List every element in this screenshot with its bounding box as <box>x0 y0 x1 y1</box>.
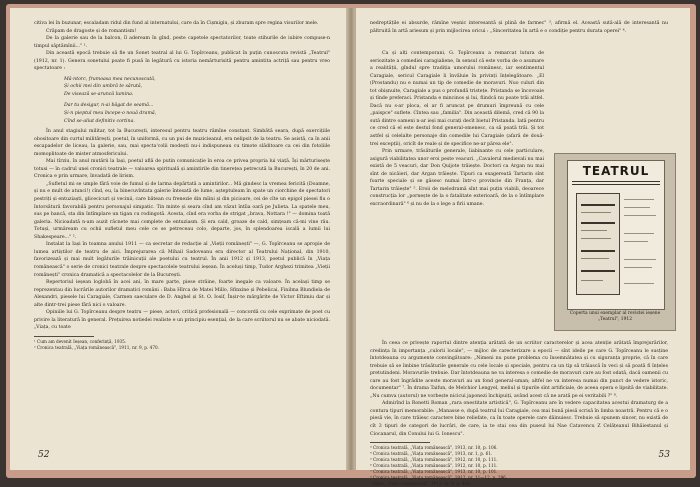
paragraph: „Sufletul mi se umple fără voie de fumul și de larma depărtată a amintirilor... Mă gindesc la vremea fericită (Doamne, și nu e mult de atunci!) cînd, eu, la binecuvîntata galerie întesată de lume, așteptuleam în spate un ciorchine de spectatori pestriți și entuziaști, glicecicuri și vecinii, care bătean cu frenezie din mîini și din picioare, cei de cîte un epigol piesei fiu o întorsătură favorabilă pentru personajul simpatic. Tin minte și seara cînd am văzut întîia oară pe Julieta. La spatele meu, sus pe bancă, sta din întîmplare un tigan cu rodingotă. Acesta, cînd era vorba de strigat „brava, Nottara !" — domina toată galeria. Nicioadată n-am auzit răcnete mai complete de entuziasm. Și era cald, groaze de cald, simțeam că-mi vine rău. Totuși, urmăream cu ochii sufletul meu cele ce se petreceau colo, departe, jos, în splendoarea iscală a lumii lui Shakespeare..." ². <box>34 181 330 240</box>
cover-line <box>581 238 611 239</box>
paragraph: Repertoriul ieșean loglobă în acei ani, în mare parte, piese străine, foarte inegale ca valoare. În același timp se reprezentau din lucrările autorilor dramatici români : Baba Hîrca de Matei Millo, Sfinxine și Pebelicai, Finilma Blundiela de Alexandri, piesele lui Caragiale, Carmen saeculare de D. Anghel și St. O. Iosif, Înșir-te mărgărite de Victor Eftimiu dar și alte dintr-trei piese fără nici o valoare. <box>34 280 330 308</box>
journal-cover-figure <box>554 153 676 331</box>
page-number: 52 <box>38 450 50 460</box>
poem-line: Cînd se-aliut definitiv cortina. <box>64 118 135 124</box>
paragraph: nedreptățile ei absurde, rămîne veșnic interesantă și plină de farmec" ³, afirmă el. Această sută-ală de interesantă nu păltruită în artă ariesum și prin mijlocirea oricui : „Sinceritatea în artă e o condiție pentru durata operei" ⁴. <box>370 21 668 34</box>
paragraph: Ca și alți contemporani, G. Topîrceanu a remarcat lutura de seriozitate a comediei caragialiene, în sensul că este vorba de o asumare a realității, gîndul spre tradiția umorului românesc, iar sentimentul Caragiale, sericul Caragiale li învăluie în privinți înțelegătoare. „El (Prostandu) nu e numai un tip de comedie de moravuri. Nuo culuri din tot obișnuite, Caragiale a pus o profundă tristețe. Pristanda se încovoaie și tînde preferaci. Pristanda e mincinos și lui, fiindcă nu poate trăi altfel. Dacă nu s-ar ploca, el ar fi aruncat pe drumuri împreună cu cele „paispce" suflete. Cîntea sau „familia". Din această dilemă, cred că 90 la sută dintre oameni n-ar ieși mai curați decît bietul Pristanda. Iată pentru ce cred că el este destul fond general-omenesc, ca să poată trăi. Și tot astfel și celelalte personaje din comedile lui Caragiale (afară de două-trei excepții), oricît de reale și de specifice ne-ar părea ele". <box>370 51 544 147</box>
footnote: ⁷ Cronica teatrală, „Viața românească", 1913, nr. 10, p. 101. <box>370 469 498 475</box>
cover-line <box>624 283 654 284</box>
cover-line <box>624 259 656 260</box>
footnote: ⁵ Cronica teatrală, „Viața românească", 1912, nr. 10, p. 111. <box>370 457 498 463</box>
cover-line <box>581 212 611 213</box>
footnote: ⁶ Cronica teatrală, „Viața românească", 1912, nr. 10, p. 111. <box>370 463 498 469</box>
cover-line <box>624 199 654 200</box>
open-book <box>6 4 696 487</box>
left-page <box>10 8 348 470</box>
page-number: 53 <box>658 450 670 460</box>
journal-title: TEATRUL <box>582 164 650 178</box>
poem-line: Și-n pieptul meu începe-o nouă dramă, <box>64 111 157 117</box>
paragraph: Crăpam de dragoste și de romantism! <box>46 28 137 34</box>
footnote: ¹ Cum am devenit Ieșean, conferință, 1935. <box>34 338 127 344</box>
poem-line: De visează se-aruncă lumina. <box>64 91 134 97</box>
poem-line: Dar tu desigur, n-ai băgat de seamă... <box>64 103 154 109</box>
paragraph: Instalat la Iași în toamna anului 1911 — ca secretar de redacție al „Vieții românești" —, G. Topîrceanu se apropie de lumea artiștilor de teatru de aici. Împrejurarea că Mihail Sadoveanu era director al Teatrului Național, din 1910, favorizează și mai mult legăturile trăinicuții ale poetului cu teatrul. În anii 1912 și 1913, poetul publică în „Viața românească" o serie de cronici teatrale despre spectacolele teatrului ieșean. În aceluși timp, Tudor Arghezi trimitea „Vieții românești" cronica dramatică a spectacolelor de la București. <box>34 242 330 278</box>
right-page-top-text <box>370 20 668 35</box>
paragraph: citiva lei în buzunar, escaladam ridul din fund al internatului, care da în Cișmigiu, și zburam spre regina visurilor mele. <box>34 21 319 26</box>
poem-line: Și ochii mei din umbră te sărută, <box>64 84 143 90</box>
cover-line <box>581 230 607 231</box>
paragraph: În anul stagiului militar, tot la București, interesul pentru teatru rămîne constant. Simbătă seara, după exercițiile obositoare din curtul militărești, poetul, în uniformă, cu un pui de muzicieanul, era nelipsit de la teatru. Se asistă, ca în anii escapadelor de liceau, la galerie, sau, mai specta'colii modești nu-i indispuneau cu timote slăditoare ca cei din fotoliile momoplitoate de mister atmosfericului. <box>34 129 330 157</box>
footnote: ⁹ Idem, „Viața românească", 1912, nr. 9, p. 409. <box>370 481 472 487</box>
sonnet-excerpt <box>34 76 330 125</box>
paragraph: Opiniile lui G. Topîrceanu despre teatru — piese, actori, critică profesională — concordă cu cele exprimate de poet cu privire la literatură în general. Prețuirea notiedei realiste e un principiu esențial, de la care scriitorul nu se abate niciodată. „Viața, cu toate <box>34 310 330 331</box>
cover-line <box>624 233 654 234</box>
right-page <box>355 8 690 487</box>
cover-line <box>581 258 609 259</box>
cover-line <box>581 280 603 281</box>
cover-line <box>581 270 615 272</box>
cover-line <box>581 250 615 252</box>
paragraph: Mai tîrziu, în anul mutării la Iași, poetul află de putin comunicație în eroa ce privea propria lui viață. Își mărturisește totusi — în cadrul unei cronici teatrale — valoarea spirituală și amintirile din tinerețea petrecută la București, în 20 de ani. Cronica e prin urmare, învadată de lirism. <box>34 159 330 180</box>
footnote: ³ Cronica teatrală, „Viața românească", 1913, nr. 10, p. 106. <box>370 445 498 451</box>
footnote: ² Cronica teatrală, „Viața românească", 1911, nr. 9, p. 470. <box>34 344 159 350</box>
paragraph: Din această epocă trebuie să fie un Sonet teatral al lui G. Topîrceanu, publicat în puțin cunoscuta revistă „Teatrul" (1912, nr. 1). Genera sonetului poate fi pusă în legătură cu istoria nemărturisită pentru amintita actriță sau pentru vreo spectatoare : <box>34 51 330 72</box>
footnote: ⁸ Cronica teatrală, „Viața românească", 1912, nr. 11—12, p. 296. <box>370 475 508 481</box>
right-page-bottom-text <box>370 340 668 487</box>
right-page-column-text <box>370 50 544 208</box>
footnote-divider <box>34 336 94 337</box>
cover-line <box>581 222 615 224</box>
cover-line <box>624 215 656 216</box>
paragraph: Admirînd la Ronetti Roman „rara onestitate artistică", G. Topîrceanu are în vedere capacitatea acestui dramaturg de a contura tipuri memorabile: „Manasse e, după teatrul lui Caragiale, cea mai bună piesă scrisă în limba noastră. Pentru că e o piesă vie, în care trăiesc caractere bine reliefate, ca în toate operele care dăinuiesc. Trebuie să spunem sincer, nu există de cît 3 tipuri de categori de lucrări, de care, ia te stai cea din puseul lui Nae Catavencu Z Celățeanul Bihăiestanul și Ciocanarul, din Conului lui G. Ionescu". <box>370 401 668 437</box>
divider <box>572 184 660 185</box>
footnote-divider <box>370 442 430 443</box>
paragraph: De la galerie sau de la balcon, îl adeream în gînd, peste capetele spectatorilor, toate stihurile de iubire compuse-n timpul săptămînii..." ¹. <box>34 36 330 49</box>
left-page-text <box>34 20 330 351</box>
paragraph: În ceea ce privește raportul dintre atenția arătată de un scriitor caracterelor și acea atenție arătată împrejurărilor, credința în importanța „culorii locale", — mijloc de carecterizare a epocii — sînt ideile pe care G. Topîrceanu le susține întotdeauna cu argumente convingătoare: „Nimeni nu pune problema cu însemnătatea și cu siguranța proprie, că în care trebuie să se îmbine trăsăturile generale cu cele locale și speciale, pentru ca un tip să trăiască în veci și să poată fi înțeles pretutindeni. Moravurile trebuie. Dar întotdeauna ne va interesa o comedie de moravuri care au fost odată, dacă oamenii cu care au fost îngrădite aceste moravuri au un fond general-uman; altfel ne va interesa numai din punct de vedere istoric, documentar" ⁷. În drama Taifun, de Melchior Lengyel, meliul și tipurile sînt artificiale, de aceea opera e lipsită de viabilitate. „Nu cumva (autorul) ne vorbește nicicui japonezi închipuiți, având acest că ne arată pe ei veritabili ?" ⁸. <box>370 341 668 399</box>
cover-line <box>624 267 652 268</box>
cover-line <box>581 204 615 206</box>
cover-line <box>624 207 650 208</box>
cover-inset <box>576 193 620 295</box>
divider <box>572 181 660 182</box>
poem-line: Mă-ntorc, frumoasa mea necunoscută, <box>64 76 156 82</box>
paragraph: Prin urmare, trăsăturile generale, liabinante cu cele particulare, asigură viabilitatea unor eroi peste veacuri. „Cavalerul medievali nu mai există de 5 veacuri, dar Don Quijote trăiește. Doctori ca Argan nu mai sînt de nicăieri, dar Argan trăiește. Tipuri ca exagereată Tartarin sînt foarte speciale și se găsesc numai într-o provincie din Franța, dar Tartarin trăiește" ⁵. Eroii de melodramă sînt mai puțin viabili, deoarece construcția lor „pornește de la o fatalitate exterioară, de la o întîmplare excraordinară" ⁶ și nu de la o lege a firii umane. <box>370 149 544 207</box>
journal-cover-image <box>567 160 665 310</box>
cover-line <box>624 241 648 242</box>
figure-caption: Coperta unui exemplar al revistei ieșene „Teatrul", 1912 <box>569 311 661 322</box>
footnote: ⁴ Cronica teatrală, „Viața românească", 1913, nr. 1, p. 61. <box>370 451 493 457</box>
